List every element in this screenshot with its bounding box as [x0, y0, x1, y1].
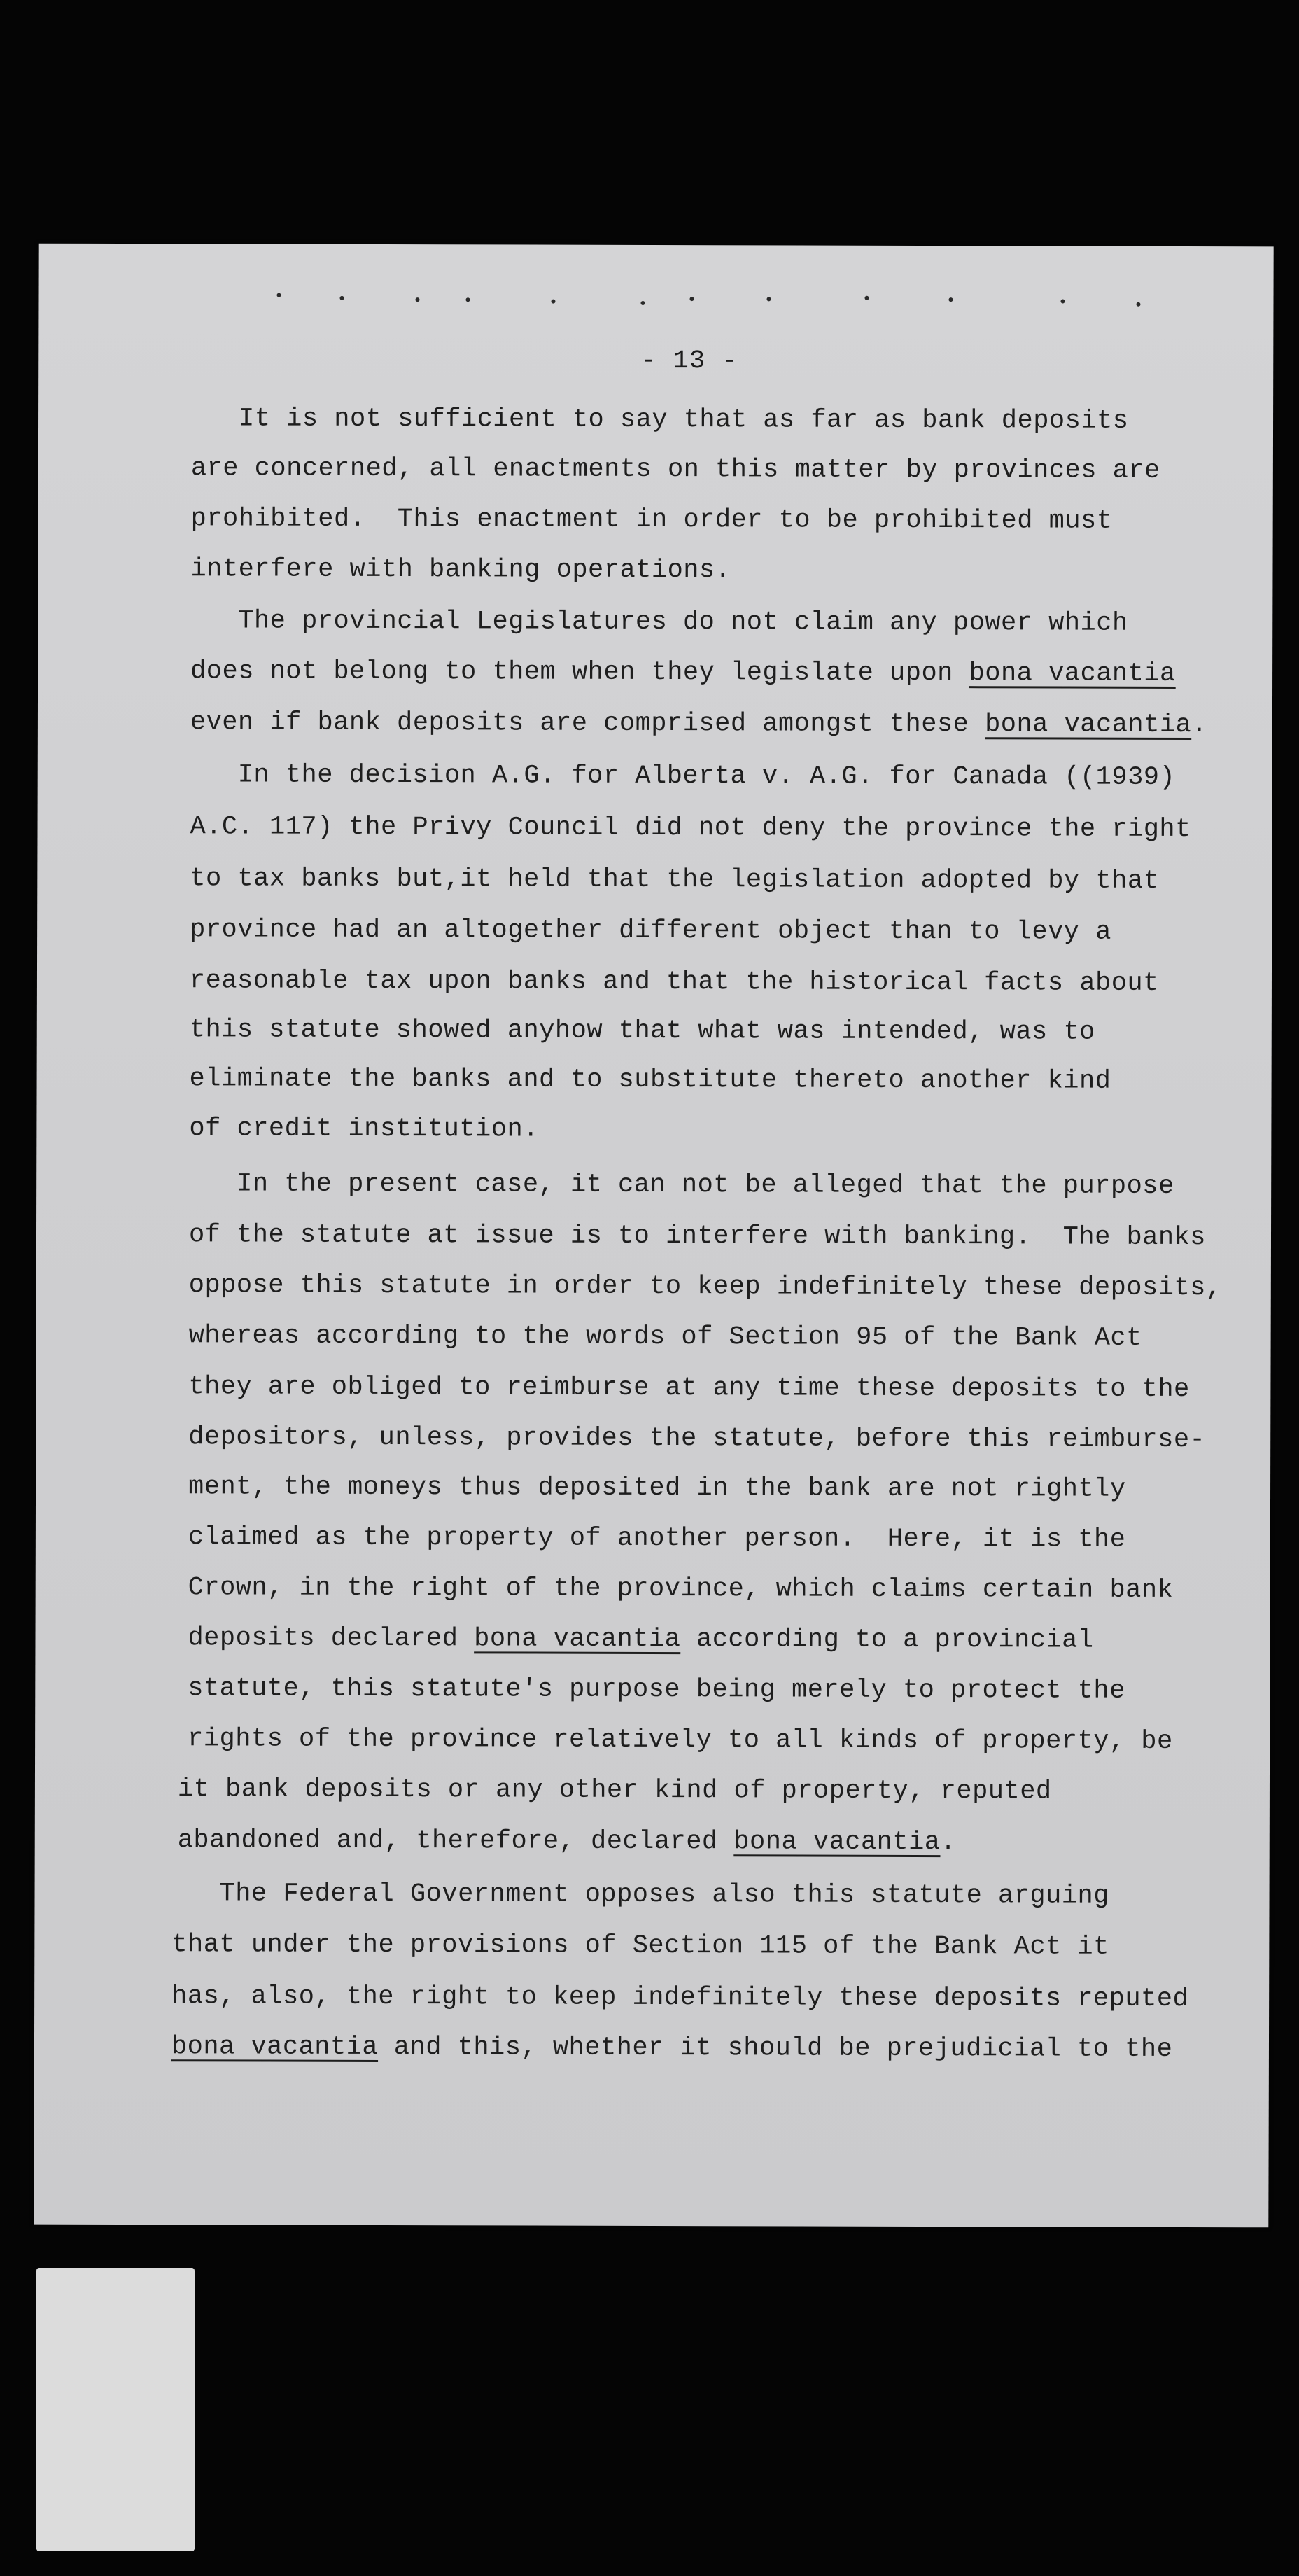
text-line: [188, 1575, 1174, 1604]
text-line: [219, 1881, 1109, 1909]
text-segment: In the decision A.G. for Alberta v. A.G. for Canada ((1939): [237, 760, 1176, 792]
text-line: [188, 1623, 1094, 1656]
text-line: [190, 968, 1159, 997]
text-line: [190, 659, 1176, 687]
text-segment: deposits declared: [188, 1623, 475, 1654]
text-line: [190, 866, 1159, 895]
text-segment: of credit institution.: [189, 1114, 539, 1144]
text-segment: statute, this statute's purpose being merely to protect the: [188, 1674, 1125, 1706]
underlined-term: bona vacantia: [985, 710, 1192, 741]
text-line: [171, 2034, 1172, 2063]
text-segment: according to a provincial: [680, 1625, 1094, 1656]
text-segment: ment, the moneys thus deposited in the bank are not rightly: [188, 1472, 1126, 1504]
text-line: [191, 506, 1113, 534]
text-line: [171, 1932, 1109, 1961]
text-segment: even if bank deposits are comprised amongst these: [190, 708, 985, 740]
text-segment: The Federal Government opposes also this statute arguing: [219, 1879, 1109, 1911]
text-line: [190, 1066, 1111, 1094]
text-segment: reasonable tax upon banks and that the historical facts about: [189, 966, 1159, 998]
text-line: [190, 708, 1208, 741]
text-line: [188, 1270, 1222, 1303]
text-line: [188, 1374, 1189, 1403]
text-segment: depositors, unless, provides the statute, before this reimburse-: [188, 1422, 1206, 1455]
text-segment: whereas according to the words of Section 95 of the Bank Act: [188, 1321, 1142, 1353]
text-segment: rights of the province relatively to all kinds of property, be: [188, 1724, 1173, 1756]
text-segment: are concerned, all enactments on this matter by provinces are: [190, 454, 1160, 486]
document-page: [34, 244, 1273, 2228]
text-line: [191, 456, 1160, 484]
text-segment: has, also, the right to keep indefinitely these deposits reputed: [171, 1982, 1189, 2015]
text-segment: prohibited. This enactment in order to be prohibited must: [190, 504, 1113, 536]
text-segment: .: [940, 1828, 957, 1858]
text-segment: Crown, in the right of the province, which claims certain bank: [188, 1573, 1174, 1605]
text-line: [189, 1222, 1206, 1251]
text-segment: It is not sufficient to say that as far as bank deposits: [238, 404, 1129, 436]
text-segment: it bank deposits or any other kind of property, reputed: [177, 1774, 1052, 1807]
text-segment: oppose this statute in order to keep indefinitely these deposits,: [188, 1270, 1222, 1303]
text-segment: this statute showed anyhow that what was intended, was to: [189, 1015, 1095, 1047]
text-segment: they are obliged to reimburse at any time these deposits to the: [188, 1372, 1190, 1405]
underlined-term: bona vacantia: [969, 659, 1176, 689]
text-line: [238, 762, 1176, 791]
text-line: [188, 1676, 1125, 1704]
underlined-term: bona vacantia: [474, 1624, 681, 1655]
text-segment: A.C. 117) the Privy Council did not deny the province the right: [190, 812, 1191, 845]
text-segment: eliminate the banks and to substitute thereto another kind: [189, 1064, 1111, 1096]
text-segment: that under the provisions of Section 115 of the Bank Act it: [171, 1930, 1109, 1962]
body-text: [34, 244, 1273, 2228]
text-line: [171, 1982, 1189, 2015]
text-segment: to tax banks but,it held that the legislation adopted by that: [190, 864, 1160, 896]
text-line: [189, 1116, 539, 1142]
text-line: [190, 1017, 1095, 1045]
text-segment: does not belong to them when they legislate upon: [190, 657, 969, 689]
text-line: [188, 1474, 1126, 1503]
text-segment: abandoned and, therefore, declared: [177, 1826, 734, 1857]
text-segment: The provincial Legislatures do not claim any power which: [238, 606, 1128, 638]
text-line: [177, 1774, 1052, 1807]
text-line: [237, 1171, 1174, 1200]
text-line: [238, 608, 1128, 636]
text-line: [188, 1726, 1173, 1755]
underlined-term: bona vacantia: [171, 2032, 379, 2062]
text-line: [178, 1828, 957, 1856]
text-segment: and this, whether it should be prejudicial to the: [378, 2032, 1173, 2064]
text-segment: claimed as the property of another person. Here, it is the: [188, 1522, 1126, 1555]
underlined-term: bona vacantia: [733, 1827, 941, 1858]
text-segment: .: [1191, 710, 1208, 741]
text-line: [239, 406, 1128, 434]
text-line: [190, 917, 1111, 945]
text-segment: In the present case, it can not be alleged that the purpose: [237, 1169, 1174, 1201]
text-segment: province had an altogether different object than to levy a: [190, 915, 1112, 947]
text-segment: interfere with banking operations.: [190, 554, 731, 586]
text-segment: of the statute at issue is to interfere with banking. The banks: [188, 1220, 1207, 1253]
text-line: [188, 1522, 1126, 1555]
text-line: [190, 814, 1191, 843]
text-line: [188, 1424, 1205, 1453]
text-line: [190, 556, 731, 584]
page-number: - 13 -: [640, 346, 738, 377]
paper-slip: [36, 2268, 195, 2552]
text-line: [189, 1323, 1142, 1352]
